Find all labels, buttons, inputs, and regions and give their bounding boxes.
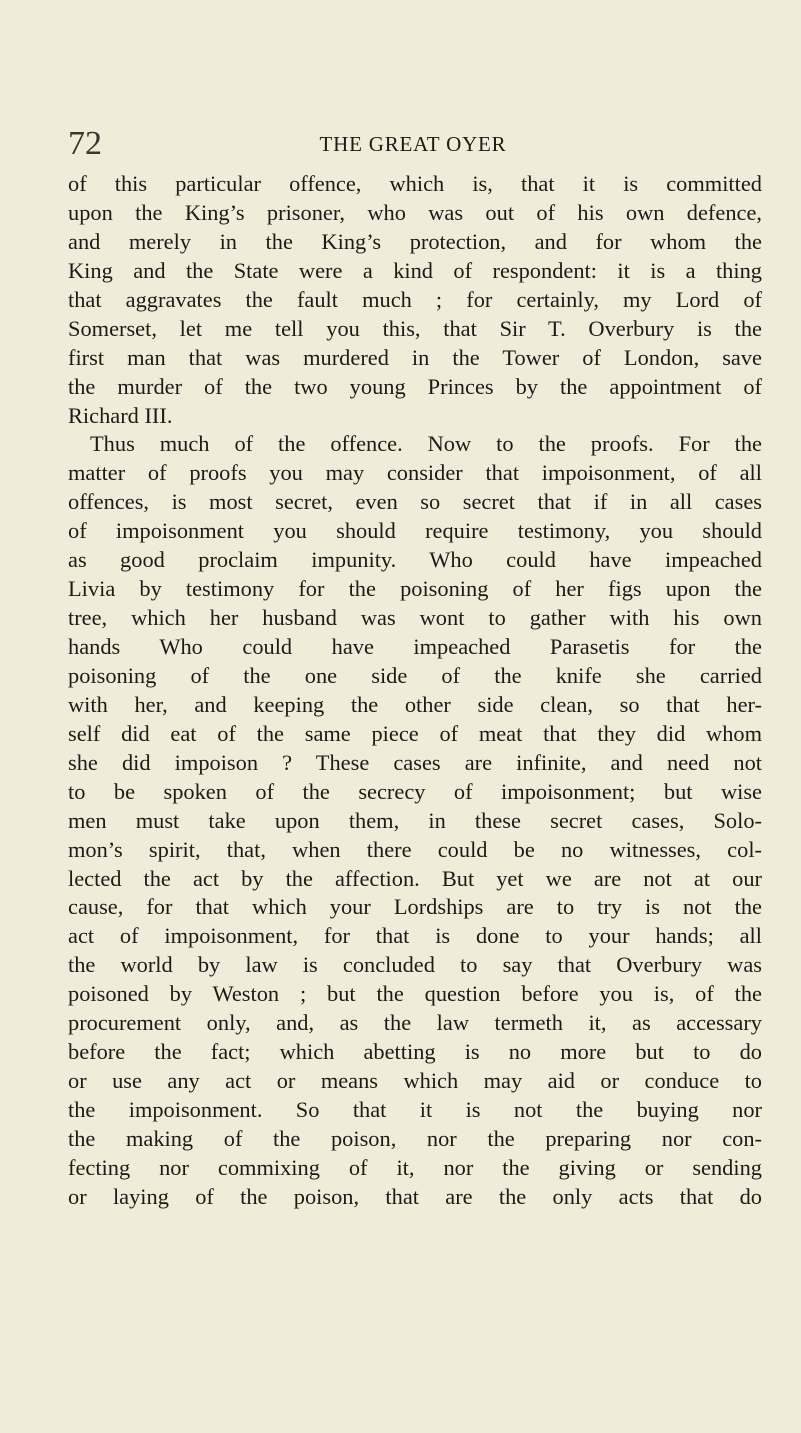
page-number: 72 <box>68 125 102 162</box>
text-line: Richard III. <box>68 402 173 428</box>
text-line: King and the State were a kind of respondent: it is a thing <box>68 257 762 283</box>
text-line: the making of the poison, nor the preparing nor con- <box>68 1125 762 1151</box>
text-line: Thus much of the offence. Now to the proofs. For the <box>90 431 762 457</box>
text-line: mon’s spirit, that, when there could be no witnesses, col- <box>68 836 762 862</box>
text-line: upon the King’s prisoner, who was out of his own defence, <box>68 199 762 225</box>
text-line: to be spoken of the secrecy of impoisonment; but wise <box>68 778 762 804</box>
text-line: cause, for that which your Lordships are to try is not the <box>68 894 762 920</box>
text-line: Livia by testimony for the poisoning of her figs upon the <box>68 576 762 602</box>
running-title: THE GREAT OYER <box>319 132 507 156</box>
text-line: self did eat of the same piece of meat that they did whom <box>68 720 762 746</box>
text-line: Somerset, let me tell you this, that Sir T. Overbury is the <box>68 315 762 341</box>
text-line: the world by law is concluded to say that Overbury was <box>68 952 762 978</box>
text-line: of this particular offence, which is, that it is committed <box>68 171 762 196</box>
text-line: or laying of the poison, that are the only acts that do <box>68 1183 762 1209</box>
text-line: fecting nor commixing of it, nor the giving or sending <box>68 1154 762 1180</box>
text-line: with her, and keeping the other side clean, so that her- <box>68 691 762 717</box>
text-line: lected the act by the affection. But yet we are not at our <box>68 865 762 891</box>
text-line: poisoning of the one side of the knife she carried <box>68 662 762 688</box>
text-line: of impoisonment you should require testimony, you should <box>68 518 762 544</box>
text-line: as good proclaim impunity. Who could have impeached <box>68 547 762 573</box>
text-line: procurement only, and, as the law termeth it, as accessary <box>68 1010 762 1036</box>
text-line: men must take upon them, in these secret cases, Solo- <box>68 807 762 833</box>
text-line: act of impoisonment, for that is done to your hands; all <box>68 923 762 949</box>
text-line: tree, which her husband was wont to gather with his own <box>68 605 762 631</box>
text-line: she did impoison ? These cases are infinite, and need not <box>68 749 762 775</box>
body-text <box>68 170 762 1212</box>
text-line: first man that was murdered in the Tower of London, save <box>68 344 762 370</box>
text-line: before the fact; which abetting is no more but to do <box>68 1039 762 1065</box>
text-line: offences, is most secret, even so secret that if in all cases <box>68 489 762 515</box>
text-line: the impoisonment. So that it is not the buying nor <box>68 1097 762 1122</box>
text-line: or use any act or means which may aid or conduce to <box>68 1068 762 1094</box>
text-line: the murder of the two young Princes by the appointment of <box>68 373 762 399</box>
text-line: matter of proofs you may consider that impoisonment, of all <box>68 460 762 486</box>
text-line: and merely in the King’s protection, and for whom the <box>68 228 762 254</box>
text-line: that aggravates the fault much ; for certainly, my Lord of <box>68 286 762 312</box>
running-head <box>68 124 768 164</box>
text-line: poisoned by Weston ; but the question before you is, of the <box>68 981 762 1007</box>
text-line: hands Who could have impeached Parasetis for the <box>68 634 762 659</box>
